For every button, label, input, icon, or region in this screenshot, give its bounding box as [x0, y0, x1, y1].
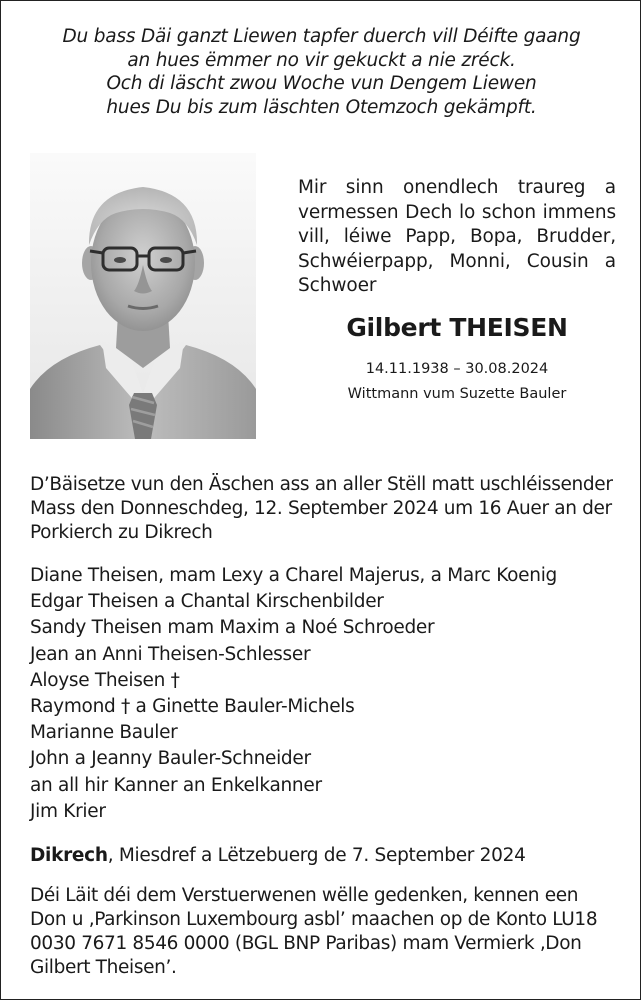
widower-note: Wittmann vum Suzette Bauler: [347, 386, 567, 402]
mourner-entry: Sandy Theisen mam Maxim a Noé Schroeder: [30, 617, 435, 639]
mourner-entry: Diane Theisen, mam Lexy a Charel Majerus, a Marc Koenig: [30, 565, 557, 586]
mourner-entry: Edgar Theisen a Chantal Kirschenbilder: [30, 591, 384, 613]
mourner-entry: Jim Krier: [30, 800, 106, 822]
portrait-photo: [30, 153, 256, 439]
deceased-name: Gilbert THEISEN: [346, 313, 568, 342]
poem-line: Du bass Däi ganzt Liewen tapfer duerch vill Déifte gaang: [62, 26, 581, 47]
donation-line: Déi Läit déi dem Verstuerwenen wëlle gedenken, kennen een: [30, 885, 579, 906]
donation-line: 0030 7671 8546 0000 (BGL BNP Paribas) mam Vermierk ‚Don: [30, 933, 582, 954]
poem-line: an hues ëmmer no vir gekuckt a nie zréck.: [127, 49, 516, 71]
tribute-text: Mir sinn onendlech traureg a vermessen Dech lo schon immens vill, léiwe Papp, Bopa, Brudder, Schwéierpapp, Monni, Cousin a Schwoer: [298, 177, 616, 296]
funeral-service-info: [30, 473, 620, 545]
service-line: Mass den Donneschdeg, 12. September 2024 um 16 Auer an der: [30, 498, 612, 519]
poem-line: hues Du bis zum läschten Otemzoch gekämpft.: [106, 96, 537, 118]
life-dates: 14.11.1938 – 30.08.2024: [365, 361, 549, 377]
mourner-entry: John a Jeanny Bauler-Schneider: [30, 748, 311, 770]
memorial-poem: [1, 25, 641, 119]
donation-line: Don u ‚Parkinson Luxembourg asbl’ maachen op de Konto LU18: [30, 909, 598, 930]
service-line: D’Bäisetze vun den Äschen ass an aller Stëll matt uschléissender: [30, 474, 613, 495]
place-and-date: [30, 844, 620, 868]
donation-line: Gilbert Theisen’.: [30, 957, 177, 978]
service-line: Porkierch zu Dikrech: [30, 522, 213, 543]
mourner-entry: Marianne Bauler: [30, 722, 178, 744]
mourner-entry: an all hir Kanner an Enkelkanner: [30, 774, 322, 796]
mourner-entry: Raymond † a Ginette Bauler-Michels: [30, 696, 355, 718]
date-text: , Miesdref a Lëtzebuerg de 7. September 2024: [107, 845, 526, 866]
mourners-list: [30, 563, 620, 825]
donation-notice: [30, 884, 620, 980]
poem-line: Och di läscht zwou Woche vun Dengem Liewen: [106, 73, 537, 94]
place-name: Dikrech: [30, 845, 108, 866]
mourner-entry: Aloyse Theisen †: [30, 669, 180, 691]
mourner-entry: Jean an Anni Theisen-Schlesser: [30, 643, 311, 665]
